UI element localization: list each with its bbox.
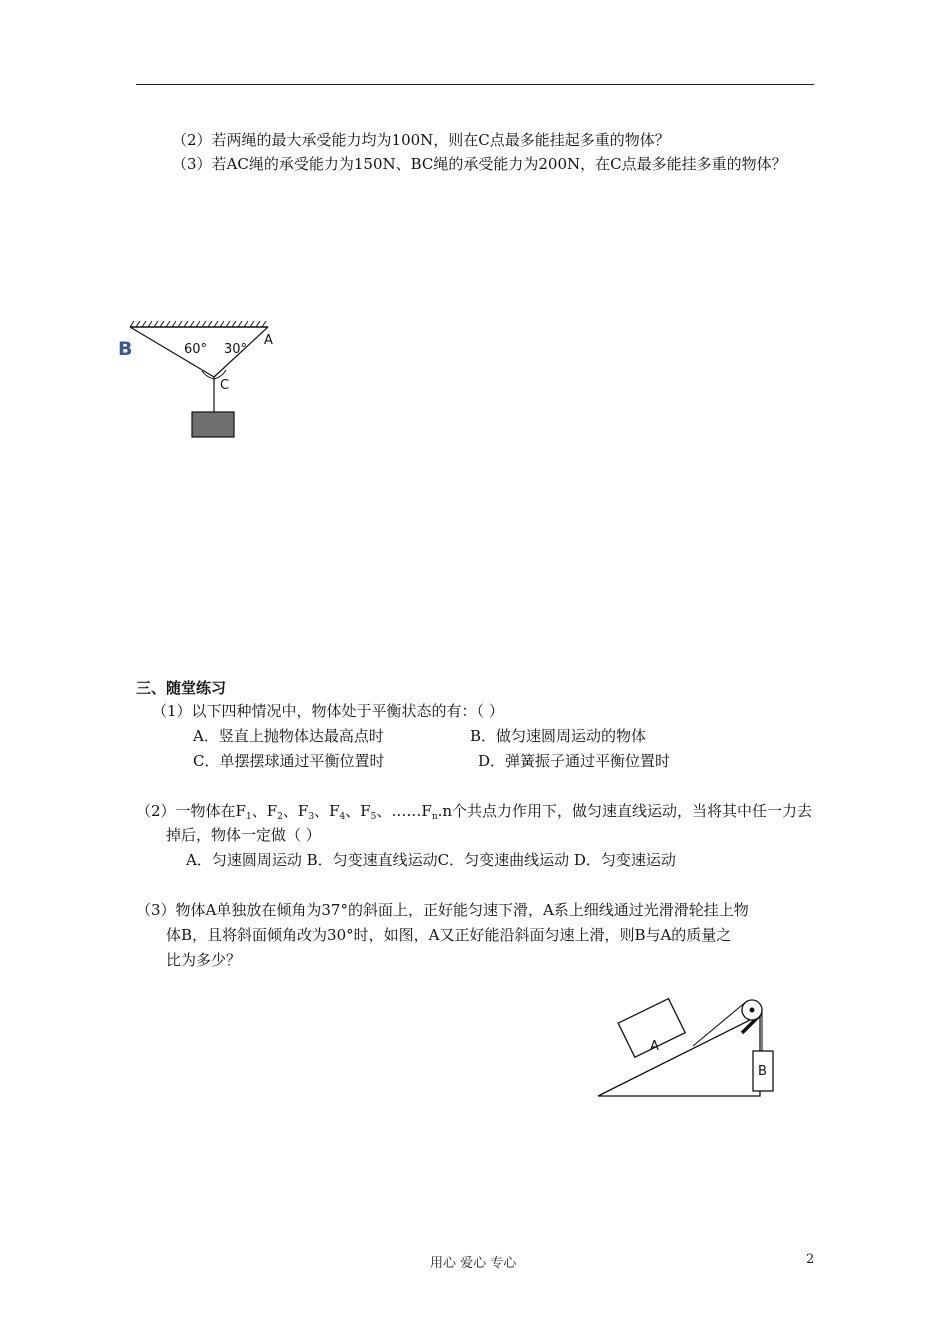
exercise-2-suffix: .n个共点力作用下，做匀速直线运动，当将其中任一力去 xyxy=(437,802,813,820)
force-f5-sub: 5 xyxy=(370,812,377,822)
pulley-axle xyxy=(750,1008,755,1013)
exercise-1-option-a: A．竖直上抛物体达最高点时 xyxy=(193,727,384,745)
force-f3: F xyxy=(297,802,309,820)
incline-pulley-figure xyxy=(590,995,790,1103)
label-c: C xyxy=(220,378,230,393)
angle-30-label: 30° xyxy=(224,342,248,357)
force-sep-1: 、 xyxy=(251,802,267,820)
label-b: B xyxy=(118,338,133,360)
force-sep-2: 、 xyxy=(282,802,298,820)
angle-60-label: 60° xyxy=(184,342,208,357)
force-f4: F xyxy=(329,802,340,820)
exercise-3-line-2: 体B，且将斜面倾角改为30°时，如图，A又正好能沿斜面匀速上滑，则B与A的质量之 xyxy=(166,926,732,944)
force-fn: F xyxy=(421,802,432,820)
exercise-2-line-2: 掉后，物体一定做（ ） xyxy=(166,826,321,844)
rope-tension-figure xyxy=(110,315,290,445)
block-b-label: B xyxy=(758,1064,767,1079)
force-f1-sub: 1 xyxy=(245,812,252,822)
page-number: 2 xyxy=(806,1252,815,1267)
force-sep-4: 、 xyxy=(345,802,361,820)
exercise-3-line-3: 比为多少？ xyxy=(166,951,242,969)
force-sep-3: 、 xyxy=(314,802,330,820)
hanging-weight xyxy=(192,412,234,437)
exercise-2-prefix: （2）一物体在 xyxy=(136,802,236,820)
footer-motto: 用心 爱心 专心 xyxy=(430,1256,517,1271)
section-3-heading: 三、随堂练习 xyxy=(136,679,227,697)
force-f2: F xyxy=(266,802,278,820)
question-3-text: （3）若AC绳的承受能力为150N、BC绳的承受能力为200N，在C点最多能挂多重的物体？ xyxy=(172,155,787,173)
exercise-1-option-b: B．做匀速圆周运动的物体 xyxy=(470,727,647,745)
exercise-1-option-d: D．弹簧振子通过平衡位置时 xyxy=(478,752,671,770)
label-a: A xyxy=(264,333,273,348)
question-2-text: （2）若两绳的最大承受能力均为100N，则在C点最多能挂起多重的物体？ xyxy=(172,131,670,149)
force-f2-sub: 2 xyxy=(277,812,283,822)
exercise-3-line-1: （3）物体A单独放在倾角为37°的斜面上，正好能匀速下滑，A系上细线通过光滑滑轮挂上物 xyxy=(136,901,749,919)
force-fn-sub: n xyxy=(431,812,438,822)
force-f3-sub: 3 xyxy=(308,812,315,822)
force-f1: F xyxy=(235,802,246,820)
exercise-1-option-c: C．单摆摆球通过平衡位置时 xyxy=(193,752,385,770)
header-rule xyxy=(136,84,814,85)
force-sep-5: 、…… xyxy=(376,802,422,820)
exercise-2-line-1 xyxy=(136,801,812,827)
ceiling-hatch xyxy=(130,321,268,327)
exercise-2-options: A．匀速圆周运动 B．匀变速直线运动C．匀变速曲线运动 D．匀变速运动 xyxy=(186,851,676,869)
exercise-1-stem: （1）以下四种情况中，物体处于平衡状态的有：（ ） xyxy=(152,702,504,720)
angle-arc-left xyxy=(202,371,214,379)
force-f4-sub: 4 xyxy=(339,812,346,822)
block-a-label: A xyxy=(650,1039,659,1054)
string-to-a xyxy=(693,1001,747,1046)
force-f5: F xyxy=(360,802,371,820)
